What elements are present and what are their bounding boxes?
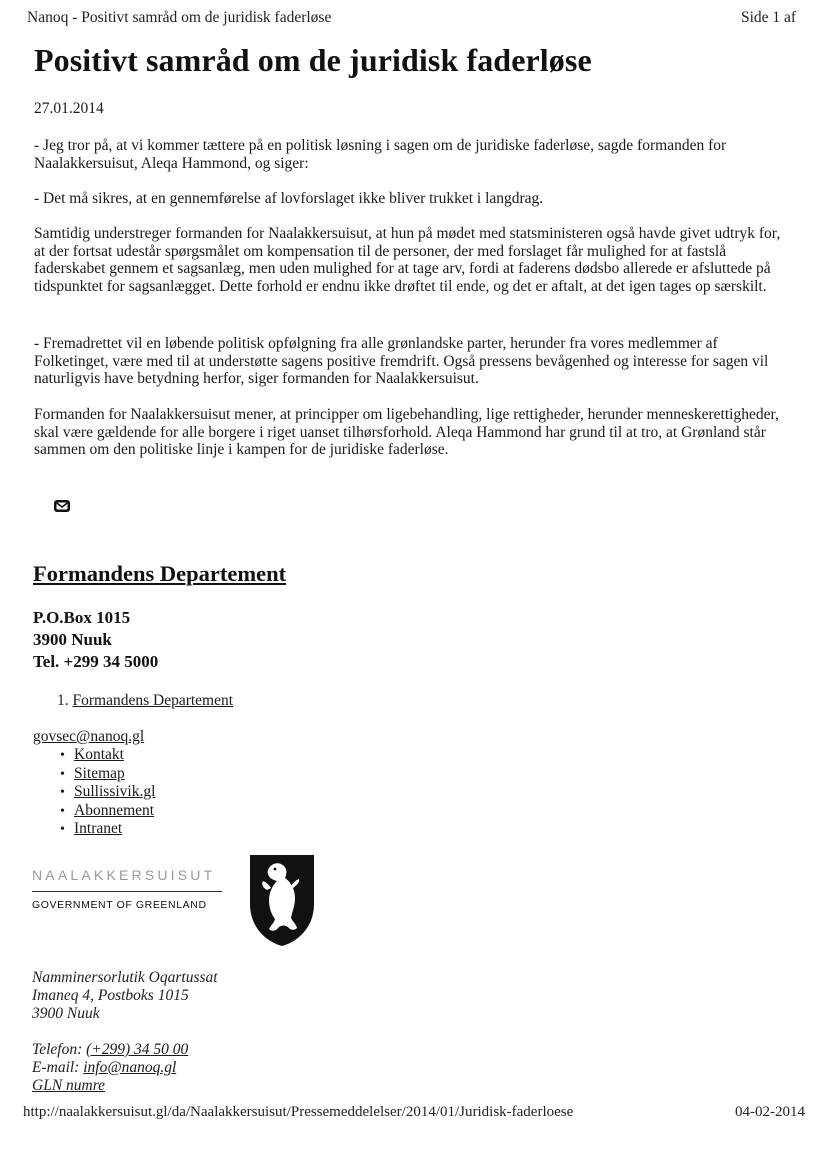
department-title[interactable]: Formandens Departement (33, 561, 287, 586)
list-item (60, 746, 155, 765)
article-paragraph: - Jeg tror på, at vi kommer tættere på en politisk løsning i sagen om de juridiske faderløse, sagde formanden for Naalakkersuisut, Aleqa Hammond, og siger: (34, 137, 727, 172)
link-abonnement[interactable]: Abonnement (74, 801, 155, 819)
footer-email-row (32, 1059, 176, 1077)
bullet-icon: • (60, 785, 65, 800)
scan-edge (811, 0, 825, 1168)
bullet-icon: • (60, 822, 65, 837)
footer-gln-link[interactable]: GLN numre (32, 1077, 106, 1094)
print-header-title: Nanoq - Positivt samråd om de juridisk faderløse (27, 9, 332, 26)
article-paragraph: - Det må sikres, at en gennemførelse af lovforslaget ikke bliver trukket i langdrag. (34, 190, 544, 207)
footer-links-list (60, 746, 155, 839)
footer-email-link[interactable]: info@nanoq.gl (83, 1059, 177, 1076)
envelope-icon[interactable] (53, 498, 71, 514)
logo-divider (32, 891, 222, 892)
print-header-page: Side 1 af (741, 9, 797, 26)
article-date: 27.01.2014 (34, 100, 104, 117)
article-paragraph: Samtidig understreger formanden for Naalakkersuisut, at hun på mødet med statsministeren også havde givet udtryk for, at der fortsat udestår spørgsmålet om kompensation til de personer, der med forslaget får mulighed for at fastslå faderskabet gennem et sagsanlæg, men uden mulighed for at tage arv, fordi at faderens dødsbo allerede er afsluttede på tidspunktet for sagsanlægget. Dette forhold er endnu ikke drøftet til ende, og det er aftalt, at det igen tages op særskilt. (34, 225, 781, 295)
link-kontakt[interactable]: Kontakt (74, 746, 124, 763)
article-paragraph: Formanden for Naalakkersuisut mener, at principper om ligebehandling, lige rettigheder, herunder menneskerettigheder, skal være gældende for alle borgere i riget uanset tilhørsforhold. Aleqa Hammond har grund til at tro, at Grønland står sammen om den politiske linje i kampen for de juridiske faderløse. (34, 406, 779, 458)
footer-phone-row (32, 1041, 188, 1059)
article-paragraph: - Fremadrettet vil en løbende politisk opfølgning fra alle grønlandske parter, herunder fra vores medlemmer af Folketinget, være med til at understøtte sagens positive fremdrift. Også pressens bevågenhed og interesse for sagen vil naturligvis have betydning herfor, siger formanden for Naalakkersuisut. (34, 335, 769, 387)
print-footer-url: http://naalakkersuisut.gl/da/Naalakkersuisut/Pressemeddelelser/2014/01/Juridisk-faderloese (23, 1104, 574, 1120)
bullet-icon: • (60, 766, 65, 782)
link-sullissivik[interactable]: Sullissivik.gl (74, 783, 156, 800)
government-subtitle: GOVERNMENT OF GREENLAND (32, 899, 207, 911)
bullet-icon: • (60, 803, 65, 819)
list-number: 1. (57, 692, 69, 709)
article-title: Positivt samråd om de juridisk faderløse (34, 42, 592, 78)
link-sitemap[interactable]: Sitemap (74, 764, 125, 782)
print-footer-date: 04-02-2014 (735, 1104, 805, 1120)
list-item (60, 783, 155, 802)
footer-phone-link[interactable]: (+299) 34 50 00 (86, 1041, 189, 1058)
govsec-email-link[interactable]: govsec@nanoq.gl (33, 728, 145, 745)
list-item (60, 802, 155, 821)
department-link[interactable]: Formandens Departement (72, 692, 234, 709)
bullet-icon: • (60, 748, 65, 763)
list-item (60, 765, 155, 784)
link-intranet[interactable]: Intranet (74, 820, 123, 837)
department-phone: Tel. +299 34 5000 (33, 652, 159, 671)
government-wordmark: NAALAKKERSUISUT (32, 867, 216, 883)
footer-email-label: E-mail: (32, 1059, 84, 1076)
polar-bear-crest-icon (247, 852, 317, 948)
ordered-list-item (57, 692, 233, 710)
footer-city: 3900 Nuuk (32, 1005, 100, 1022)
list-item (60, 820, 155, 839)
footer-org: Namminersorlutik Oqartussat (32, 969, 218, 986)
footer-phone-label: Telefon: (32, 1041, 87, 1058)
department-pobox: P.O.Box 1015 (33, 608, 131, 627)
department-city: 3900 Nuuk (33, 630, 112, 649)
footer-street: Imaneq 4, Postboks 1015 (32, 987, 189, 1004)
